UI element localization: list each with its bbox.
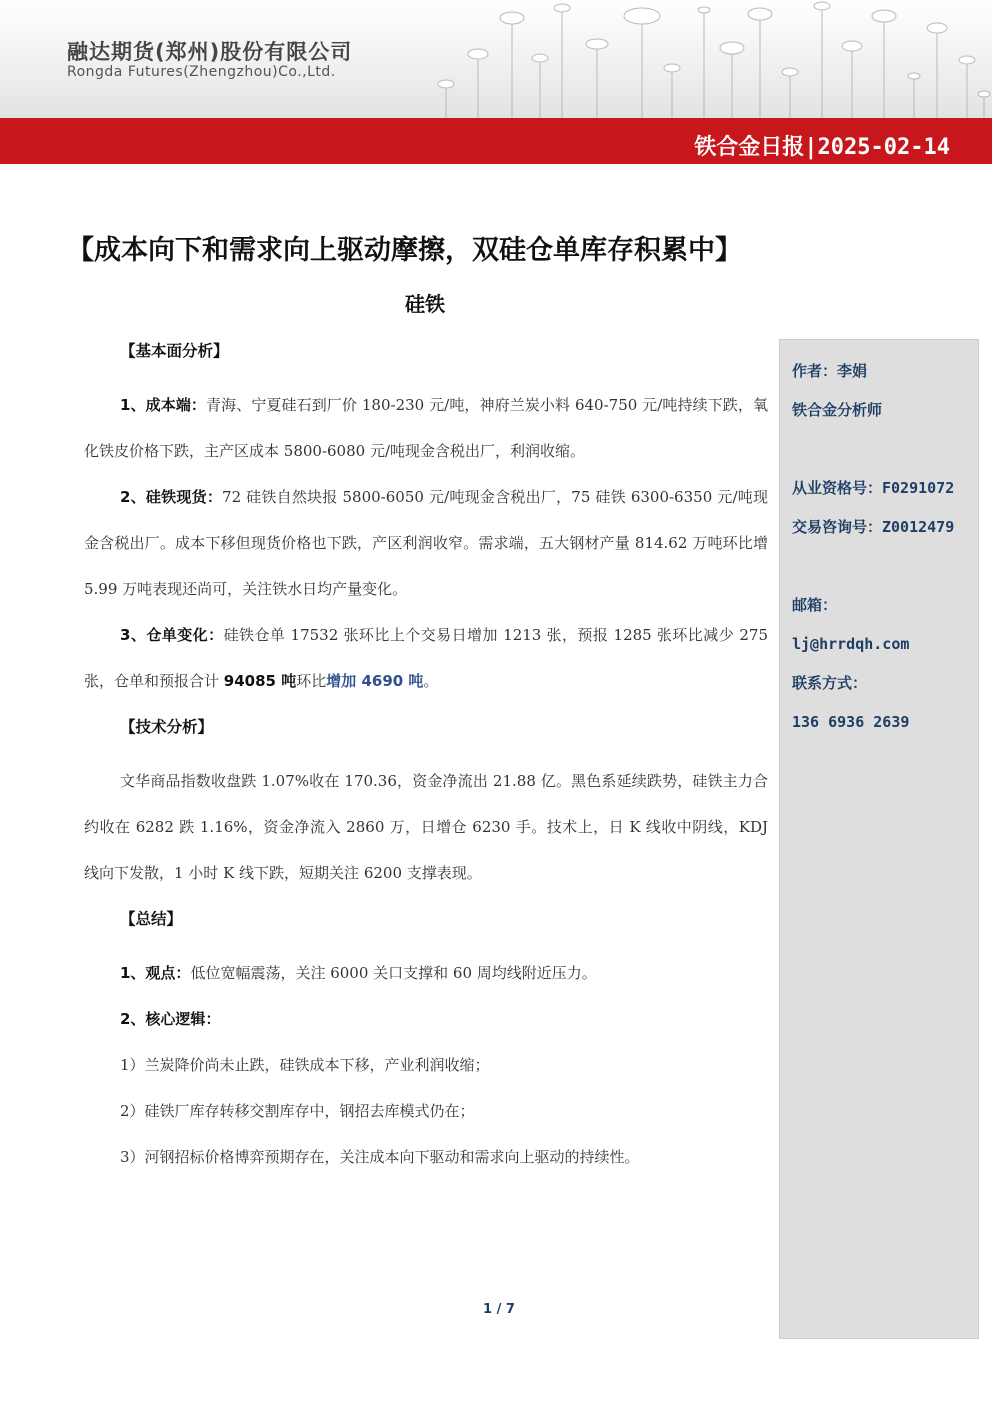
fundamental-heading: 【基本面分析】 (120, 342, 229, 360)
logic-label: 2、核心逻辑： (120, 1010, 221, 1028)
contact-label: 联系方式： (792, 674, 868, 692)
logic-item: 1）兰炭降价尚未止跌，硅铁成本下移，产业利润收缩； (120, 1056, 490, 1074)
item-label: 2、硅铁现货： (120, 488, 223, 506)
item-text: 硅铁仓单 17532 张环比上个交易日增加 1213 张，预报 1285 张环比减少 275 张，仓单和预报合计 (84, 626, 768, 690)
consult-number: 交易咨询号：Z0012479 (792, 518, 955, 536)
email-address[interactable]: lj@hrrdqh.com (792, 635, 910, 653)
decorative-circles-graphic (432, 0, 992, 118)
item-label: 3、仓单变化： (120, 626, 224, 644)
increase-highlight: 增加 4690 吨 (326, 672, 424, 690)
total-tonnage: 94085 吨 (223, 672, 297, 690)
author-sidebar (779, 339, 979, 1339)
header-band (0, 0, 992, 118)
summary-logic-label (84, 996, 768, 1042)
item-text-mid: 环比 (296, 672, 327, 690)
report-body (84, 336, 768, 1180)
company-name-en: Rongda Futures(Zhengzhou)Co.,Ltd. (67, 64, 336, 80)
page-title: 【成本向下和需求向上驱动摩擦，双硅仓单库存积累中】 (67, 235, 742, 266)
technical-heading: 【技术分析】 (120, 718, 214, 736)
qualification-number: 从业资格号：F0291072 (792, 479, 955, 497)
author-role: 铁合金分析师 (792, 401, 883, 419)
logic-item: 3）河钢招标价格博弈预期存在，关注成本向下驱动和需求向上驱动的持续性。 (120, 1148, 640, 1166)
item-label: 1、成本端： (120, 396, 207, 414)
fundamental-item-1 (84, 382, 768, 474)
summary-view (84, 950, 768, 996)
item-text: 72 硅铁自然块报 5800-6050 元/吨现金含税出厂，75 硅铁 6300-6350 元/吨现金含税出厂。成本下移但现货价格也下跌，产区利润收窄。需求端，五大钢材产量 814.62 万吨环比增 5.99 万吨表现还尚可，关注铁水日均产量变化。 (84, 488, 768, 598)
view-text: 低位宽幅震荡，关注 6000 关口支撑和 60 周均线附近压力。 (190, 964, 597, 982)
page-number: 1 / 7 (483, 1302, 515, 1317)
technical-text: 文华商品指数收盘跌 1.07%收在 170.36，资金净流出 21.88 亿。黑色系延续跌势，硅铁主力合约收在 6282 跌 1.16%，资金净流入 2860 万，日增仓 6230 手。技术上，日 K 线收中阴线，KDJ 线向下发散，1 小时 K 线下跌，短期关注 6200 支撑表现。 (84, 772, 768, 882)
fundamental-item-2 (84, 474, 768, 612)
company-name-cn: 融达期货(郑州)股份有限公司 (67, 40, 353, 64)
item-text-end: 。 (423, 672, 439, 690)
report-title: 铁合金日报|2025-02-14 (694, 135, 950, 160)
author-name: 作者：李娟 (792, 362, 868, 380)
email-label: 邮箱： (792, 596, 838, 614)
phone-number: 136 6936 2639 (792, 713, 910, 731)
page-subtitle: 硅铁 (405, 292, 445, 316)
logic-item: 2）硅铁厂库存转移交割库存中，钢招去库模式仍在； (120, 1102, 475, 1120)
item-text: 青海、宁夏硅石到厂价 180-230 元/吨，神府兰炭小料 640-750 元/吨持续下跌，氧化铁皮价格下跌，主产区成本 5800-6080 元/吨现金含税出厂，利润收缩。 (84, 396, 768, 460)
fundamental-item-3 (84, 612, 768, 704)
summary-heading: 【总结】 (120, 910, 183, 928)
view-label: 1、观点： (120, 964, 191, 982)
